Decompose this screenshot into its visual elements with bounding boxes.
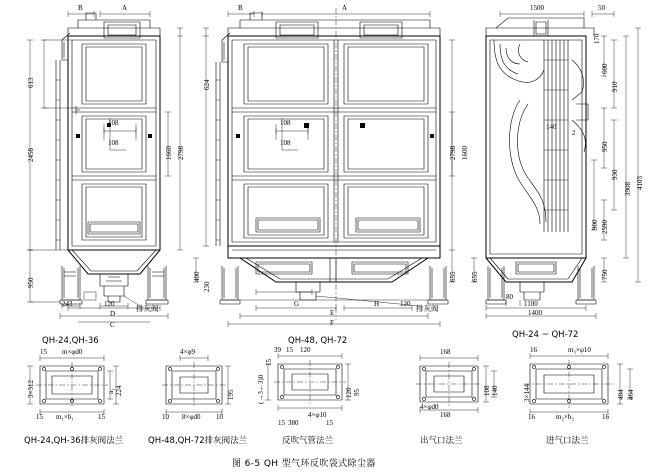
d1-dim-3x312: 3×312 bbox=[27, 380, 35, 398]
d3-dim-120-side: 120 bbox=[345, 387, 353, 398]
dim-120: 120 bbox=[104, 300, 115, 308]
d5-dim-16-right: 16 bbox=[602, 413, 609, 421]
d4-dim-140: 140 bbox=[491, 385, 499, 396]
dim-3908: 3908 bbox=[624, 182, 632, 196]
dim-A-mid: A bbox=[342, 4, 348, 12]
dim-2458: 2458 bbox=[27, 148, 35, 162]
dim-B-left: B bbox=[78, 4, 83, 12]
view-middle-geometry bbox=[193, 8, 455, 327]
dim-1600-mid: 1600 bbox=[461, 146, 469, 160]
detail-4-caption: 出气口法兰 bbox=[420, 436, 463, 446]
d1-dim-15-right: 15 bbox=[98, 413, 105, 421]
d1-dim-m1b1: m₁×b₁ bbox=[56, 413, 74, 421]
view-left-model: QH-24,QH-36 bbox=[42, 336, 99, 346]
dim-2: 2 bbox=[572, 129, 576, 137]
dim-F: F bbox=[330, 319, 334, 327]
note-discharge-valve-left: 排灰阀 bbox=[136, 304, 159, 313]
d1-dim-224: 224 bbox=[115, 385, 123, 396]
dim-243: 243 bbox=[62, 300, 73, 308]
view-left-geometry bbox=[27, 11, 183, 322]
d2-dim-8xd0: 8×φd0 bbox=[182, 413, 201, 421]
d3-dim-3903: (→3←3)0 bbox=[257, 374, 265, 404]
d5-dim-16-left: 16 bbox=[528, 413, 535, 421]
d3-dim-380: 380 bbox=[288, 419, 299, 427]
dim-108-a: 108 bbox=[108, 119, 119, 127]
dim-400-mid: 400 bbox=[193, 271, 201, 282]
dim-613: 613 bbox=[27, 77, 35, 88]
d2-dim-10-left: 10 bbox=[162, 413, 169, 421]
dim-A-left: A bbox=[122, 4, 128, 12]
dim-80: 80 bbox=[506, 293, 513, 301]
dim-930: 930 bbox=[611, 169, 619, 180]
detail-1-geometry bbox=[27, 355, 119, 415]
dim-50: 50 bbox=[598, 4, 605, 12]
dim-1500: 1500 bbox=[530, 4, 544, 12]
d4-dim-108: 108 bbox=[483, 385, 491, 396]
d5-dim-16-top: 16 bbox=[530, 346, 537, 354]
d4-dim-168-bottom: 168 bbox=[440, 411, 451, 419]
dim-750: 750 bbox=[601, 269, 609, 280]
d2-dim-195: 195 bbox=[227, 389, 235, 400]
note-discharge-valve-mid: 排灰阀 bbox=[416, 304, 439, 313]
dim-950: 950 bbox=[27, 277, 35, 288]
d2-dim-holes: 4×φ9 bbox=[180, 348, 195, 356]
dim-H: H bbox=[374, 300, 380, 308]
dim-4103: 4103 bbox=[636, 176, 644, 190]
dim-1100: 1100 bbox=[524, 300, 538, 308]
d3-dim-95: 95 bbox=[353, 389, 361, 396]
detail-3-caption: 反吹气管法兰 bbox=[282, 436, 334, 446]
d1-dim-15-top: 15 bbox=[40, 348, 47, 356]
d3-dim-15c: 15 bbox=[278, 419, 285, 427]
d5-dim-3x144: 3×144 bbox=[523, 384, 531, 402]
figure-caption: 图 6-5 QH 型气环反吹袋式除尘器 bbox=[232, 459, 376, 469]
dim-D: D bbox=[110, 310, 116, 318]
d5-dim-404: 404 bbox=[617, 389, 625, 400]
detail-3-geometry bbox=[265, 353, 351, 411]
d5-dim-m2b2: m₂×b₂ bbox=[556, 413, 574, 421]
d4-dim-4xd0: 4×φd0 bbox=[420, 403, 439, 411]
d3-dim-15d: 15 bbox=[326, 419, 333, 427]
dim-1400: 1400 bbox=[528, 309, 542, 317]
d1-dim-a1: a₁ bbox=[107, 388, 115, 394]
d3-dim-15b: 15 bbox=[286, 346, 293, 354]
d4-dim-168-top: 168 bbox=[440, 348, 451, 356]
dim-170: 170 bbox=[593, 33, 601, 44]
d5-dim-m3phi10: m₃×φ10 bbox=[568, 346, 591, 354]
dim-E: E bbox=[330, 309, 335, 317]
dim-108-mid-b: 108 bbox=[280, 139, 291, 147]
dim-C: C bbox=[110, 321, 115, 329]
detail-1-caption: QH-24,QH-36排灰阀法兰 bbox=[24, 436, 124, 446]
detail-5-caption: 进气口法兰 bbox=[546, 436, 589, 446]
detail-5-geometry bbox=[524, 353, 633, 415]
d5-dim-464: 464 bbox=[627, 389, 635, 400]
d1-dim-15-left: 15 bbox=[36, 413, 43, 421]
detail-2-caption: QH-48,QH-72排灰阀法兰 bbox=[148, 436, 248, 446]
dim-910: 910 bbox=[611, 81, 619, 92]
dim-140: 140 bbox=[546, 123, 557, 131]
dim-900: 900 bbox=[591, 219, 599, 230]
d3-dim-15: 15 bbox=[265, 359, 273, 366]
dim-600: 600 bbox=[601, 63, 609, 74]
d1-dim-holes: m×φd0 bbox=[62, 348, 83, 356]
d3-dim-4xphi10: 4×φ10 bbox=[308, 411, 327, 419]
dim-655-r: 655 bbox=[471, 271, 479, 282]
view-right-model: QH-24 ~ QH-72 bbox=[512, 330, 579, 340]
d2-dim-10-right: 10 bbox=[216, 413, 223, 421]
dim-2590: 2590 bbox=[601, 220, 609, 234]
dim-950-r: 950 bbox=[601, 141, 609, 152]
dim-B-mid: B bbox=[238, 4, 243, 12]
view-right-geometry bbox=[471, 11, 641, 319]
dim-624-mid: 624 bbox=[203, 79, 211, 90]
view-mid-model: QH-48, QH-72 bbox=[288, 336, 348, 346]
detail-2-geometry bbox=[162, 355, 231, 415]
dim-655-mid: 655 bbox=[449, 271, 457, 282]
d3-dim-39: 39 bbox=[274, 346, 281, 354]
dim-108-mid-a: 108 bbox=[280, 119, 291, 127]
d3-dim-120-top: 120 bbox=[300, 346, 311, 354]
dim-2798: 2798 bbox=[177, 146, 185, 160]
dim-1660: 1660 bbox=[165, 146, 173, 160]
dim-230-mid: 230 bbox=[203, 281, 211, 292]
dim-108-b: 108 bbox=[108, 139, 119, 147]
dim-2798-mid: 2798 bbox=[449, 146, 457, 160]
dim-120-mid: 120 bbox=[400, 300, 411, 308]
dim-G: G bbox=[294, 300, 300, 308]
